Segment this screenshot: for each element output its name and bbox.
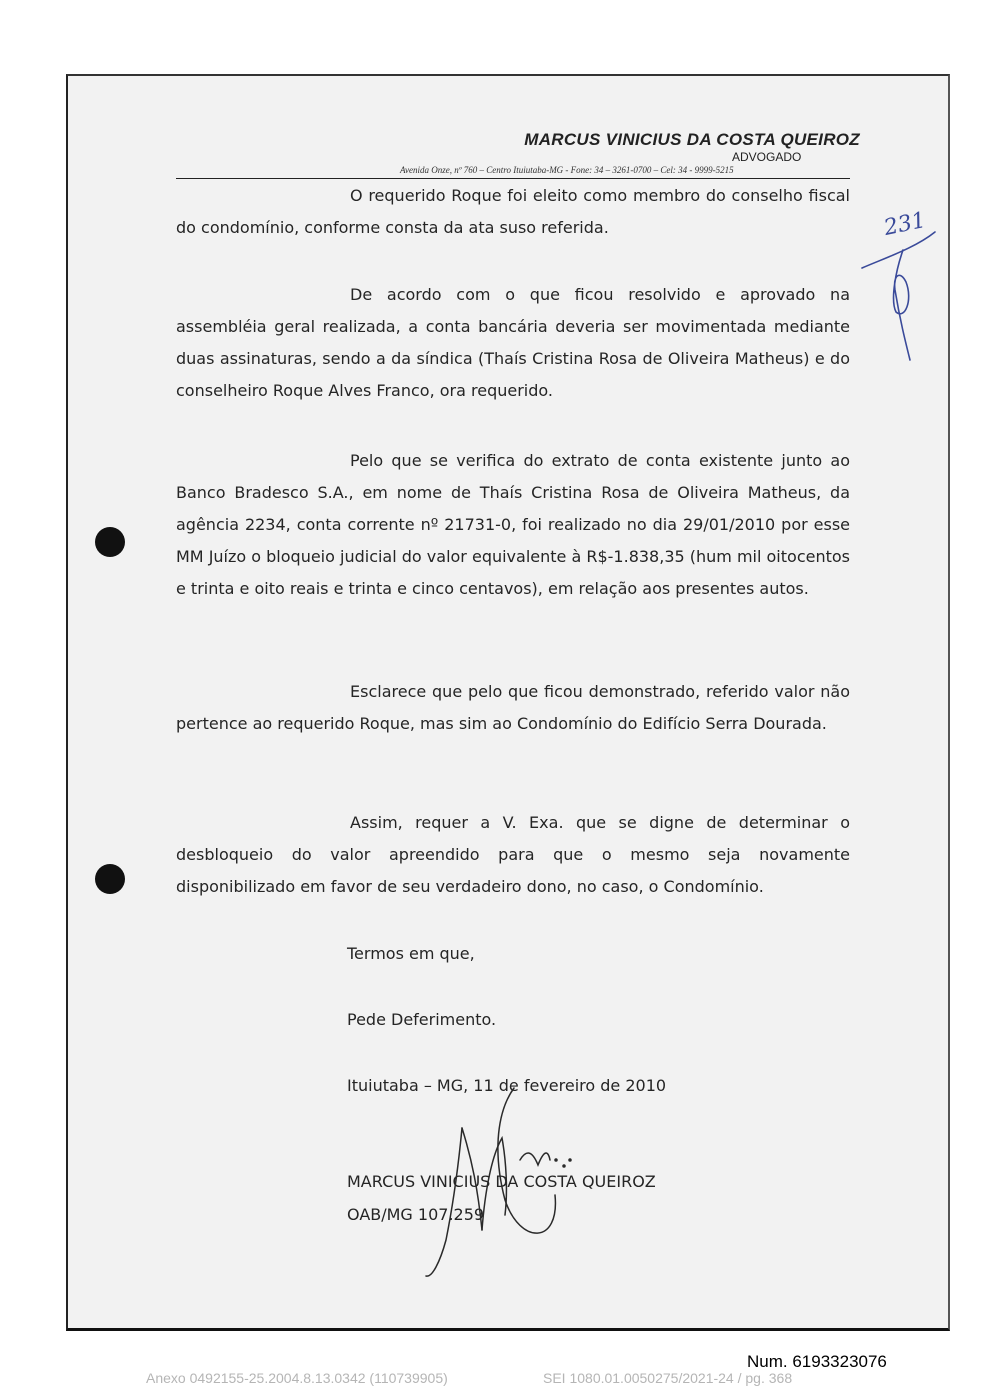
- closing-place-date: Ituiutaba – MG, 11 de fevereiro de 2010: [347, 1076, 667, 1095]
- paragraph-1: O requerido Roque foi eleito como membro do conselho fiscal do condomínio, conforme consta da ata suso referida.: [176, 186, 850, 237]
- letterhead-divider: [176, 178, 850, 179]
- footer-sei: SEI 1080.01.0050275/2021-24 / pg. 368: [543, 1370, 793, 1386]
- letterhead-name: MARCUS VINICIUS DA COSTA QUEIROZ: [524, 130, 860, 149]
- closing-request: Pede Deferimento.: [347, 1010, 497, 1029]
- signer-oab: OAB/MG 107.259: [347, 1205, 485, 1224]
- letterhead-address: Avenida Onze, nº 760 – Centro Ituiutaba-MG - Fone: 34 – 3261-0700 – Cel: 34 - 9999-5215: [400, 165, 734, 175]
- paragraph-5: Assim, requer a V. Exa. que se digne de determinar o desbloqueio do valor apreendido para que o mesmo seja novamente disponibilizado em favor de seu verdadeiro dono, no caso, o Condomínio.: [176, 813, 850, 896]
- binder-hole-top: [95, 527, 125, 557]
- paragraph-3: Pelo que se verifica do extrato de conta existente junto ao Banco Bradesco S.A., em nome de Thaís Cristina Rosa de Oliveira Matheus, da agência 2234, conta corrente nº 21731-0, foi realizado no dia 29/01/2010 por esse MM Juízo o bloqueio judicial do valor equivalente à R$-1.838,35 (hum mil oitocentos e trinta e oito reais e trinta e cinco centavos), em relação aos presentes autos.: [176, 451, 850, 598]
- letterhead-title: ADVOGADO: [732, 150, 802, 164]
- paragraph-4: Esclarece que pelo que ficou demonstrado, referido valor não pertence ao requerido Roque, mas sim ao Condomínio do Edifício Serra Dourada.: [176, 682, 850, 733]
- page-stamp-number: 231: [881, 207, 929, 242]
- paragraph-2: De acordo com o que ficou resolvido e aprovado na assembléia geral realizada, a conta bancária deveria ser movimentada mediante duas assinaturas, sendo a da síndica (Thaís Cristina Rosa de Oliveira Matheus) e do conselheiro Roque Alves Franco, ora requerido.: [176, 285, 850, 400]
- closing-terms: Termos em que,: [347, 944, 475, 963]
- signer-name: MARCUS VINICIUS DA COSTA QUEIROZ: [347, 1172, 656, 1191]
- document-number: Num. 6193323076: [747, 1352, 887, 1371]
- footer-annex: Anexo 0492155-25.2004.8.13.0342 (110739905): [146, 1370, 448, 1386]
- binder-hole-bottom: [95, 864, 125, 894]
